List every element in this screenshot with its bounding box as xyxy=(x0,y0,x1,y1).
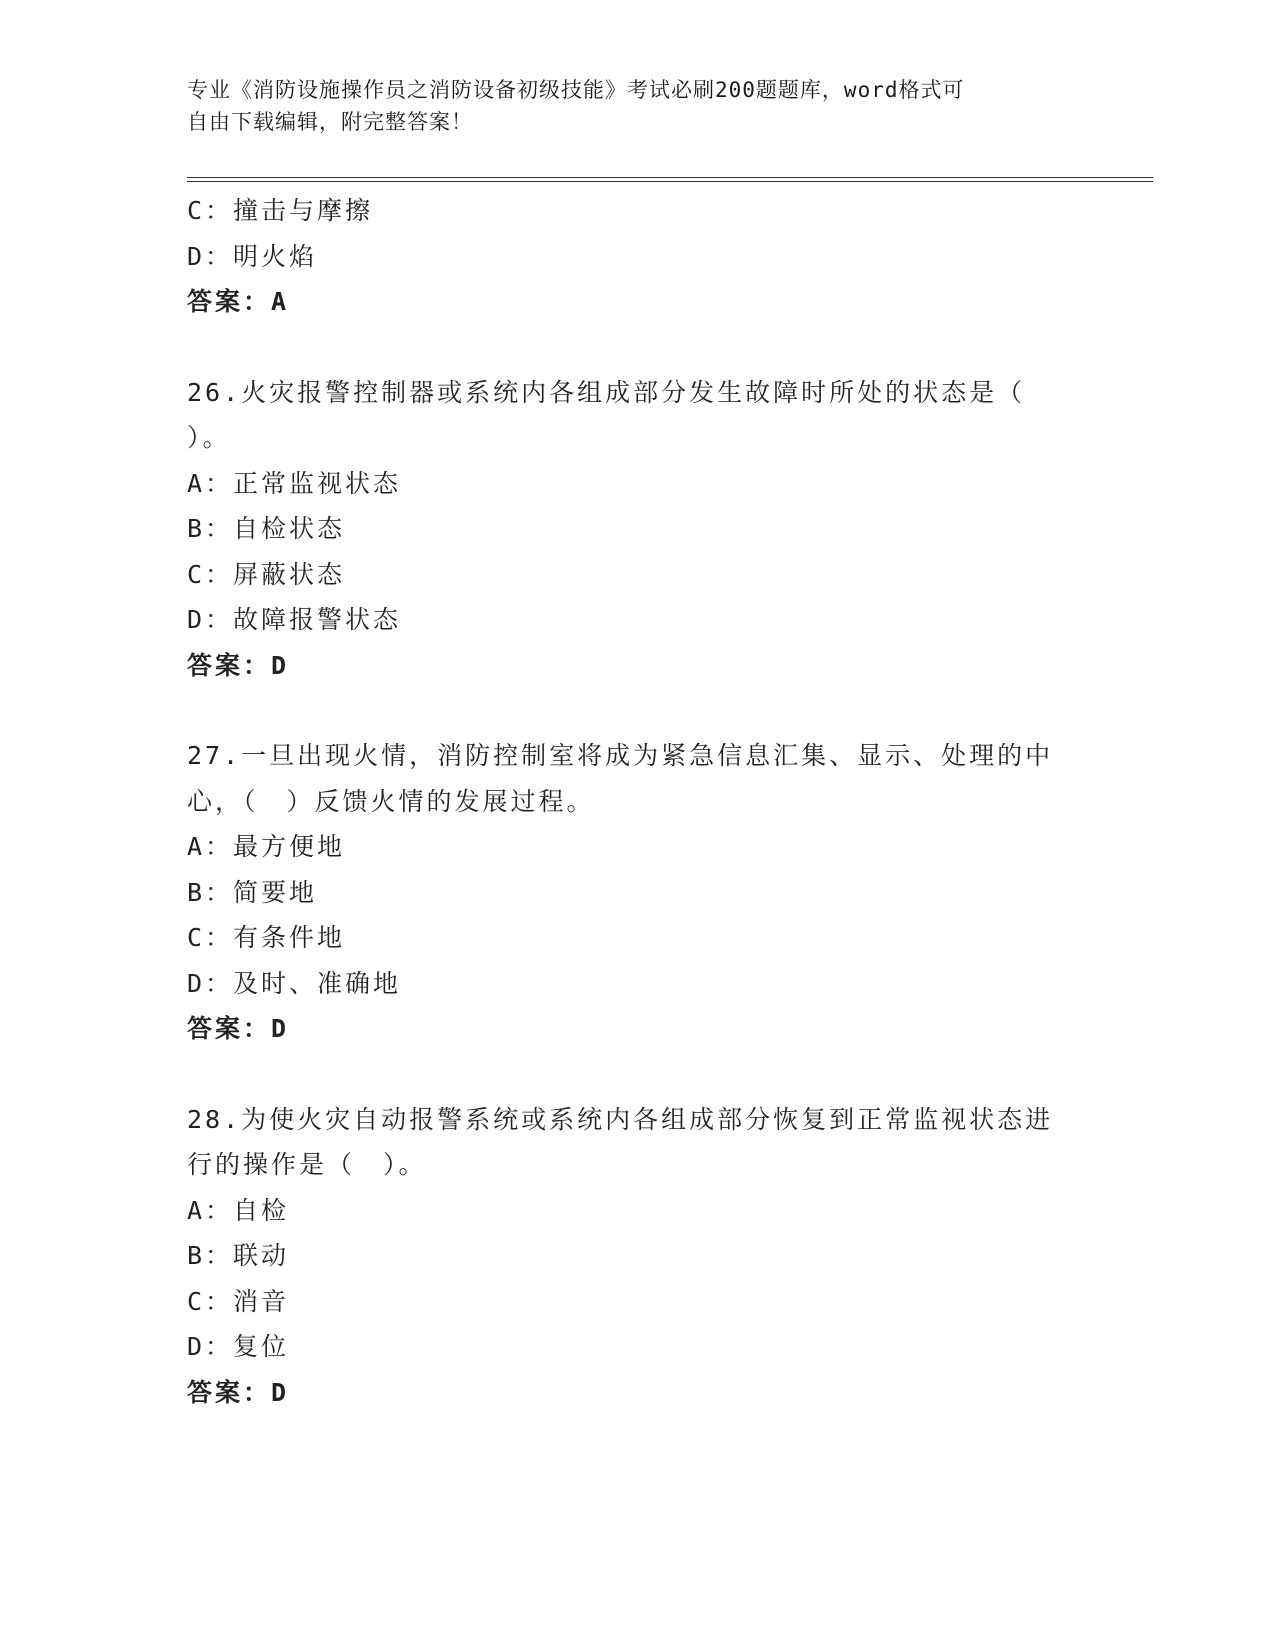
answer-line: 答案：D xyxy=(187,1377,290,1407)
option-d: D：故障报警状态 xyxy=(187,605,402,634)
page-header xyxy=(187,74,1077,138)
previous-question-tail xyxy=(187,188,1087,325)
option-d: D：复位 xyxy=(187,1332,290,1361)
option-a: A：正常监视状态 xyxy=(187,468,402,498)
option-b: B：简要地 xyxy=(187,877,318,907)
question-stem: 27.一旦出现火情，消防控制室将成为紧急信息汇集、显示、处理的中 xyxy=(187,741,1054,770)
option-c: C：消音 xyxy=(187,1286,290,1316)
question-stem-continued: 行的操作是（ ）。 xyxy=(187,1150,427,1179)
answer-line: 答案：D xyxy=(187,1014,290,1043)
option-c: C：屏蔽状态 xyxy=(187,559,346,589)
question-27 xyxy=(187,733,1087,1052)
question-stem: 28.为使火灾自动报警系统或系统内各组成部分恢复到正常监视状态进 xyxy=(187,1104,1054,1134)
option-c: C：撞击与摩擦 xyxy=(187,196,374,225)
option-c: C：有条件地 xyxy=(187,923,346,952)
option-d: D：及时、准确地 xyxy=(187,968,402,998)
question-stem-continued: 心，（ ）反馈火情的发展过程。 xyxy=(187,786,595,816)
answer-line: 答案：D xyxy=(187,650,290,680)
question-stem: 26.火灾报警控制器或系统内各组成部分发生故障时所处的状态是（ xyxy=(187,377,1026,407)
question-stem-continued: ）。 xyxy=(187,423,231,452)
option-d: D：明火焰 xyxy=(187,241,318,271)
answer-line: 答案：A xyxy=(187,287,290,316)
option-b: B：自检状态 xyxy=(187,514,346,543)
option-a: A：最方便地 xyxy=(187,832,346,861)
question-26 xyxy=(187,370,1087,689)
header-line-1: 专业《消防设施操作员之消防设备初级技能》考试必刷200题题库，word格式可 xyxy=(187,78,965,102)
question-28 xyxy=(187,1097,1087,1416)
option-b: B：联动 xyxy=(187,1241,290,1270)
header-line-2: 自由下载编辑，附完整答案！ xyxy=(187,110,473,134)
question-list xyxy=(187,188,1087,1415)
header-divider xyxy=(187,177,1153,182)
option-a: A：自检 xyxy=(187,1195,290,1225)
